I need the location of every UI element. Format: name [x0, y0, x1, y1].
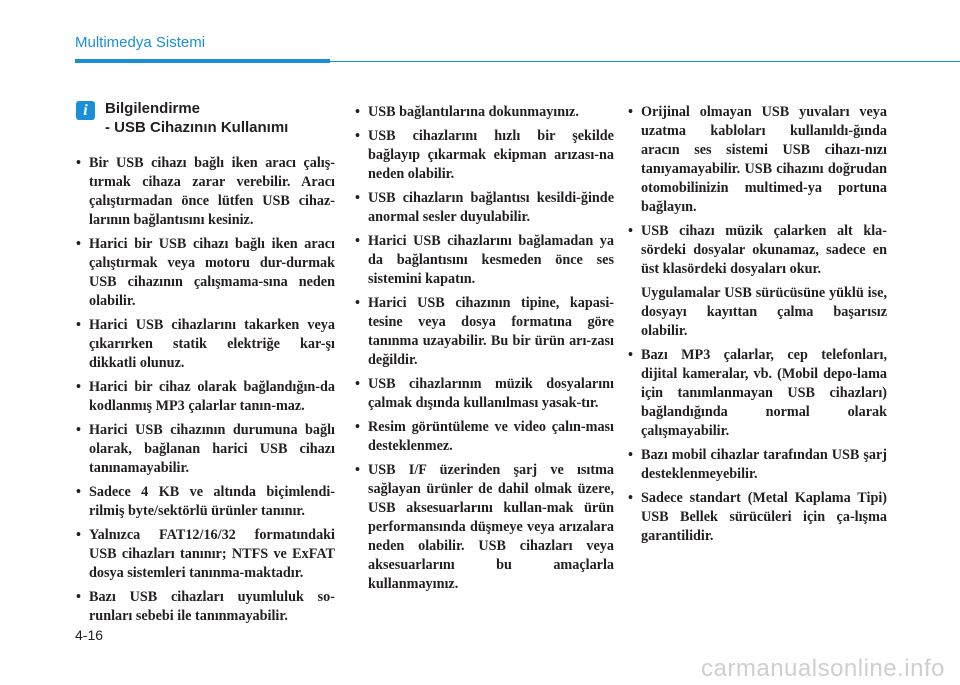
list-item: • Bazı mobil cihazlar tarafından USB şarj desteklenmeyebilir. [628, 446, 887, 484]
list-item: • Bazı USB cihazları uyumluluk so-runları sebebi ile tanınmayabilir. [76, 588, 335, 626]
list-item: • USB I/F üzerinden şarj ve ısıtma sağlayan ürünler de dahil olmak üzere, USB aksesuarlarını kullan-mak ürün performansında düşmeye veya arızalara neden olabilir. USB cihazları veya aksesuarlarını bu amaçlarla kullanmayınız. [355, 461, 614, 594]
list-item: • USB cihazı müzik çalarken alt kla-sördeki dosyalar okunamaz, sadece en üst klasördeki dosyaları okur. [628, 222, 887, 279]
list-item: • USB cihazların bağlantısı kesildi-ğinde anormal sesler duyulabilir. [355, 189, 614, 227]
bullet-list [76, 154, 335, 626]
list-item: • Harici bir cihaz olarak bağlandığın-da kodlanmış MP3 çalarlar tanın-maz. [76, 378, 335, 416]
header-rule-thick [75, 59, 330, 63]
info-box-header [76, 101, 335, 145]
list-item: • Harici USB cihazlarını bağlamadan ya da bağlantısını kesmeden önce ses sistemini kapatın. [355, 232, 614, 289]
list-item: • Sadece 4 KB ve altında biçimlendi-rilmiş byte/sektörlü ürünler tanınır. [76, 483, 335, 521]
section-title: Multimedya Sistemi [75, 34, 206, 51]
bullet-list [355, 103, 614, 594]
column-3 [628, 103, 887, 551]
list-item: • USB cihazlarının müzik dosyalarını çalmak dışında kullanılması yasak-tır. [355, 375, 614, 413]
list-item: • Sadece standart (Metal Kaplama Tipi) USB Bellek sürücüleri için ça-lışma garantilidir. [628, 489, 887, 546]
header-rule-thin [330, 61, 960, 62]
info-subtitle: - USB Cihazının Kullanımı [105, 119, 289, 136]
list-item: • Bazı MP3 çalarlar, cep telefonları, dijital kameralar, vb. (Mobil depo-lama için tanımlanmayan USB cihazları) bağlandığında normal olarak çalışmayabilir. [628, 346, 887, 441]
list-item: • Bir USB cihazı bağlı iken aracı çalış-tırmak cihaza zarar verebilir. Aracı çalıştırmadan önce lütfen USB cihaz-larının bağlantısını kesiniz. [76, 154, 335, 230]
list-item: • Resim görüntüleme ve video çalın-ması desteklenmez. [355, 418, 614, 456]
list-item: • Orijinal olmayan USB yuvaları veya uzatma kabloları kullanıldı-ğında aracın ses sistemi USB cihazı-nızı tanıyamayabilir. USB cihazını doğrudan otomobilinizin multimed-ya portuna bağlayın. [628, 103, 887, 217]
list-item: • USB cihazlarını hızlı bir şekilde bağlayıp çıkarmak ekipman arızası-na neden olabilir. [355, 127, 614, 184]
column-2 [355, 103, 614, 599]
bullet-list [628, 103, 887, 546]
list-item-continuation: Uygulamalar USB sürücüsüne yüklü ise, dosyayı kayıttan çalma başarısız olabilir. [641, 285, 887, 339]
watermark: carmanualsonline.info [701, 655, 945, 682]
info-title: Bilgilendirme [105, 100, 201, 117]
info-icon: i [76, 101, 95, 120]
column-1 [76, 100, 335, 631]
page-number: 4-16 [75, 627, 104, 643]
list-item: • Harici USB cihazlarını takarken veya çıkarırken statik elektriğe kar-şı dikkatli olunuz. [76, 316, 335, 373]
list-item: • Yalnızca FAT12/16/32 formatındaki USB cihazları tanınır; NTFS ve ExFAT dosya sistemleri tanınma-maktadır. [76, 526, 335, 583]
list-item: • USB bağlantılarına dokunmayınız. [355, 103, 614, 122]
list-item: • Harici USB cihazının tipine, kapasi-tesine veya dosya formatına göre tanınma uzayabilir. Bu bir ürün arı-zası değildir. [355, 294, 614, 370]
list-item: • Harici bir USB cihazı bağlı iken aracı çalıştırmak veya motoru dur-durmak USB cihazının çalışmama-sına neden olabilir. [76, 235, 335, 311]
list-item: • Harici USB cihazının durumuna bağlı olarak, bağlanan harici USB cihazı tanınamayabilir. [76, 421, 335, 478]
